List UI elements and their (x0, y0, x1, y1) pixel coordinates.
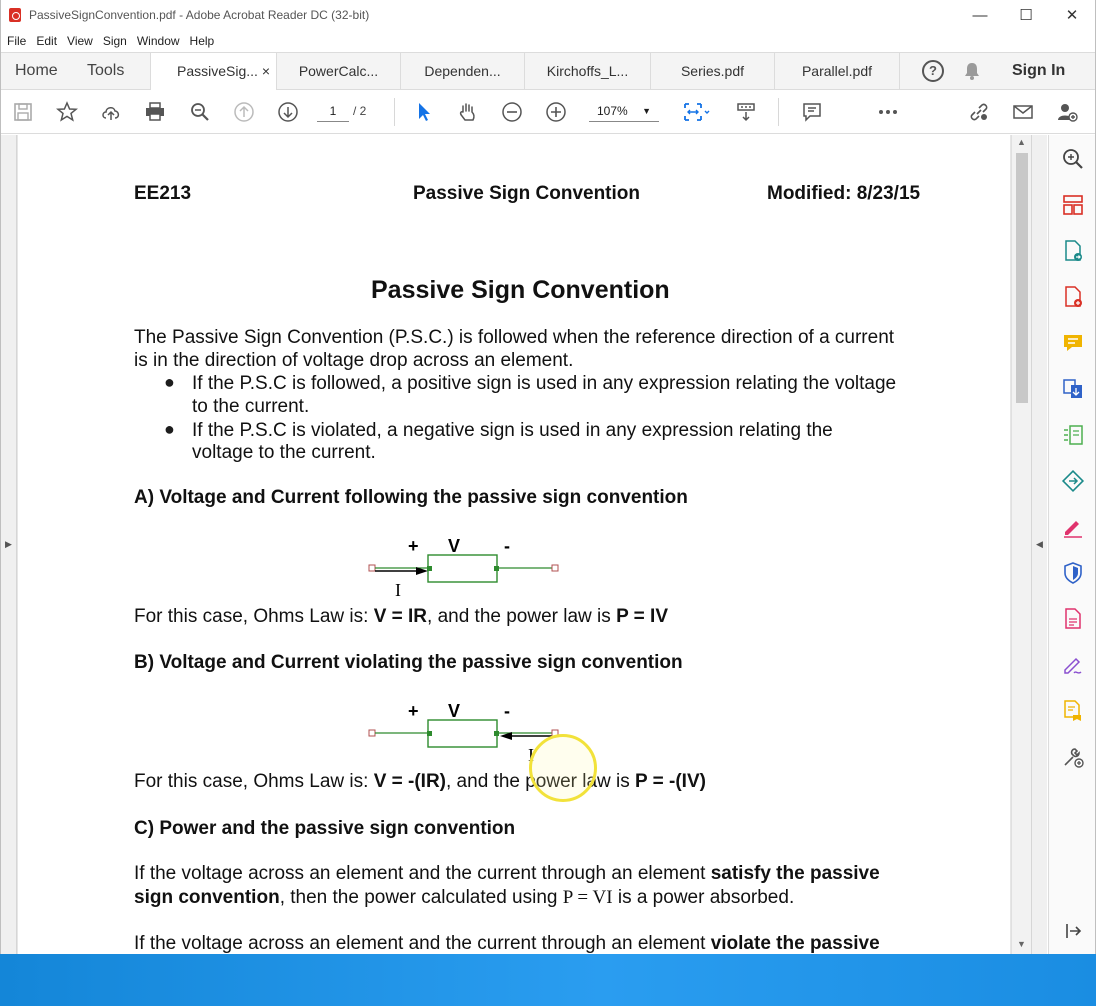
protect-shield-icon[interactable] (1061, 561, 1085, 585)
print-icon[interactable] (141, 98, 169, 126)
request-signature-icon[interactable] (1061, 699, 1085, 723)
right-pane-toggle[interactable] (1031, 135, 1047, 954)
tab-series[interactable] (650, 53, 774, 90)
zoom-search-icon[interactable] (1061, 147, 1085, 171)
document-viewport (1, 135, 1047, 954)
circuit-v-label: V (448, 536, 461, 556)
hand-tool-icon[interactable] (454, 98, 482, 126)
intro-line-2: is in the direction of voltage drop across an element. (134, 350, 574, 371)
acrobat-logo-icon (9, 8, 21, 22)
circuit-plus-label: + (408, 701, 419, 721)
collapse-right-icon[interactable]: ◀ (1036, 539, 1043, 549)
mouse-cursor-highlight (529, 734, 597, 802)
power-a-equation: P = IV (616, 606, 668, 627)
toolbar-divider (778, 98, 779, 126)
add-user-icon[interactable] (1053, 98, 1081, 126)
windows-taskbar (0, 954, 1096, 1006)
help-icon[interactable]: ? (922, 60, 944, 82)
export-pdf-icon[interactable] (1061, 239, 1085, 263)
zoom-out-icon[interactable] (498, 98, 526, 126)
menu-help[interactable]: Help (189, 34, 215, 48)
section-c-line-1 (134, 863, 880, 885)
tab-powercalc[interactable] (276, 53, 400, 90)
close-window-button[interactable]: ✕ (1065, 7, 1079, 24)
bullet-dot: ● (164, 419, 175, 439)
tab-label: Kirchoffs_L... (546, 63, 629, 79)
ohms-b-equation: V = -(IR) (373, 771, 446, 792)
tab-parallel[interactable] (774, 53, 900, 90)
window-title: PassiveSignConvention.pdf - Adobe Acrobat Reader DC (32-bit) (29, 8, 370, 22)
home-tab[interactable]: Home (15, 62, 58, 79)
ohms-a-prefix: For this case, Ohms Law is: (134, 606, 374, 627)
tab-label: Dependen... (424, 63, 501, 79)
node-right (494, 566, 499, 571)
circuit-v-label: V (448, 701, 461, 721)
organize-pages-icon[interactable] (1061, 193, 1085, 217)
tab-label: Series.pdf (680, 63, 745, 79)
title-bar (1, 0, 1095, 30)
section-c-heading: C) Power and the passive sign convention (134, 818, 516, 839)
terminal-left (369, 730, 375, 736)
tab-passivesig[interactable] (150, 53, 276, 91)
terminal-left (369, 565, 375, 571)
doc-header-modified: Modified: 8/23/15 (767, 183, 921, 204)
zoom-value: 107% (597, 104, 628, 118)
tools-pane (1048, 135, 1095, 954)
c1-bold: satisfy the passive (710, 863, 880, 884)
tab-kirchoffs[interactable] (524, 53, 650, 90)
menu-bar (1, 30, 1095, 52)
ohms-law-a (134, 606, 668, 628)
upload-cloud-icon[interactable] (97, 98, 125, 126)
menu-sign[interactable]: Sign (102, 34, 127, 48)
menu-window[interactable]: Window (136, 34, 180, 48)
tab-label: PassiveSig... (177, 63, 258, 79)
c2-suffix: is a power absorbed. (612, 887, 795, 908)
section-b-heading: B) Voltage and Current violating the passive sign convention (134, 652, 683, 673)
comment-tool-icon[interactable] (1061, 331, 1085, 355)
page-total: / 2 (353, 104, 367, 118)
combine-files-icon[interactable] (1061, 377, 1085, 401)
more-options-icon[interactable] (874, 98, 902, 126)
save-icon[interactable] (9, 98, 37, 126)
pdf-document-icon[interactable] (1061, 607, 1085, 631)
tools-tab[interactable]: Tools (87, 62, 125, 79)
create-pdf-icon[interactable] (1061, 285, 1085, 309)
next-page-icon[interactable] (274, 98, 302, 126)
share-link-icon[interactable] (965, 98, 993, 126)
c1-prefix: If the voltage across an element and the current through an element (134, 863, 711, 884)
scrollbar-thumb[interactable] (1016, 153, 1028, 403)
maximize-button[interactable]: ☐ (1019, 7, 1033, 24)
tab-label: PowerCalc... (298, 63, 379, 79)
menu-view[interactable]: View (67, 34, 93, 48)
toolbar-divider (394, 98, 395, 126)
section-c-line-3 (134, 933, 880, 954)
scroll-mode-icon[interactable] (732, 98, 760, 126)
left-pane-toggle[interactable] (1, 135, 17, 954)
section-c-line-2 (134, 887, 794, 909)
c2-bold: sign convention (134, 887, 280, 908)
chevron-down-icon: ▼ (642, 106, 651, 116)
find-zoom-icon[interactable] (186, 98, 214, 126)
bullet-dot: ● (164, 372, 175, 392)
tab-label: Parallel.pdf (801, 63, 873, 79)
select-cursor-icon[interactable] (410, 98, 438, 126)
signature-icon[interactable] (1061, 653, 1085, 677)
sign-in-button[interactable]: Sign In (1012, 62, 1066, 79)
circuit-minus-label: - (504, 701, 510, 721)
circuit-plus-label: + (408, 536, 419, 556)
collapse-pane-icon[interactable] (1061, 919, 1085, 943)
intro-line-1: The Passive Sign Convention (P.S.C.) is followed when the reference direction of a current (134, 327, 895, 348)
circuit-diagram-a (358, 533, 578, 603)
account-area (899, 53, 1095, 90)
menu-edit[interactable]: Edit (36, 34, 58, 48)
resistor-element (428, 555, 497, 582)
doc-header-title: Passive Sign Convention (413, 183, 640, 204)
fill-sign-icon[interactable] (1061, 515, 1085, 539)
bullet-2-line-1: If the P.S.C is violated, a negative sign is used in any expression relating the (192, 420, 833, 441)
ohms-law-b (134, 771, 706, 793)
bullet-2-line-2: voltage to the current. (192, 442, 376, 463)
comment-icon[interactable] (798, 98, 826, 126)
ohms-b-middle: , and the power law is (446, 771, 636, 792)
doc-header-course: EE213 (134, 183, 192, 204)
circuit-minus-label: - (504, 536, 510, 556)
tab-bar (1, 52, 1095, 90)
ohms-a-equation: V = IR (373, 606, 428, 627)
zoom-in-icon[interactable] (542, 98, 570, 126)
node-right (494, 731, 499, 736)
ohms-b-prefix: For this case, Ohms Law is: (134, 771, 374, 792)
toolbar (1, 90, 1095, 134)
power-b-equation: P = -(IV) (635, 771, 706, 792)
fit-page-icon[interactable] (678, 98, 714, 126)
terminal-right (552, 565, 558, 571)
tab-dependent[interactable] (400, 53, 524, 90)
c3-prefix: If the voltage across an element and the current through an element (134, 933, 711, 954)
pdf-page (18, 135, 1010, 954)
resistor-element (428, 720, 497, 747)
send-for-review-icon[interactable] (1061, 469, 1085, 493)
bookmark-star-icon[interactable] (53, 98, 81, 126)
vertical-scrollbar[interactable] (1011, 135, 1031, 954)
close-tab-icon[interactable]: × (261, 63, 270, 79)
bullet-1-line-2: to the current. (192, 396, 310, 417)
email-icon[interactable] (1009, 98, 1037, 126)
expand-left-icon[interactable]: ▶ (5, 539, 12, 549)
scroll-down-icon[interactable]: ▼ (1017, 939, 1026, 949)
minimize-button[interactable]: — (972, 6, 988, 24)
page-number-input[interactable]: 1 (317, 100, 349, 122)
ohms-a-middle: , and the power law is (427, 606, 617, 627)
menu-file[interactable]: File (7, 34, 27, 48)
more-tools-icon[interactable] (1061, 745, 1085, 769)
bullet-1-line-1: If the P.S.C is followed, a positive sign is used in any expression relating the voltage (192, 373, 897, 394)
edit-pdf-icon[interactable] (1061, 423, 1085, 447)
section-a-heading: A) Voltage and Current following the passive sign convention (134, 487, 688, 508)
circuit-current-label: I (528, 745, 534, 765)
c2-equation: P = VI (562, 887, 613, 908)
c2-middle: , then the power calculated using (279, 887, 563, 908)
notification-bell-icon[interactable] (962, 61, 982, 81)
previous-page-icon[interactable] (230, 98, 258, 126)
circuit-current-label: I (395, 580, 401, 600)
zoom-level-select[interactable] (589, 100, 659, 122)
doc-title: Passive Sign Convention (371, 276, 670, 304)
scroll-up-icon[interactable]: ▲ (1017, 137, 1026, 147)
c3-bold: violate the passive (710, 933, 880, 954)
